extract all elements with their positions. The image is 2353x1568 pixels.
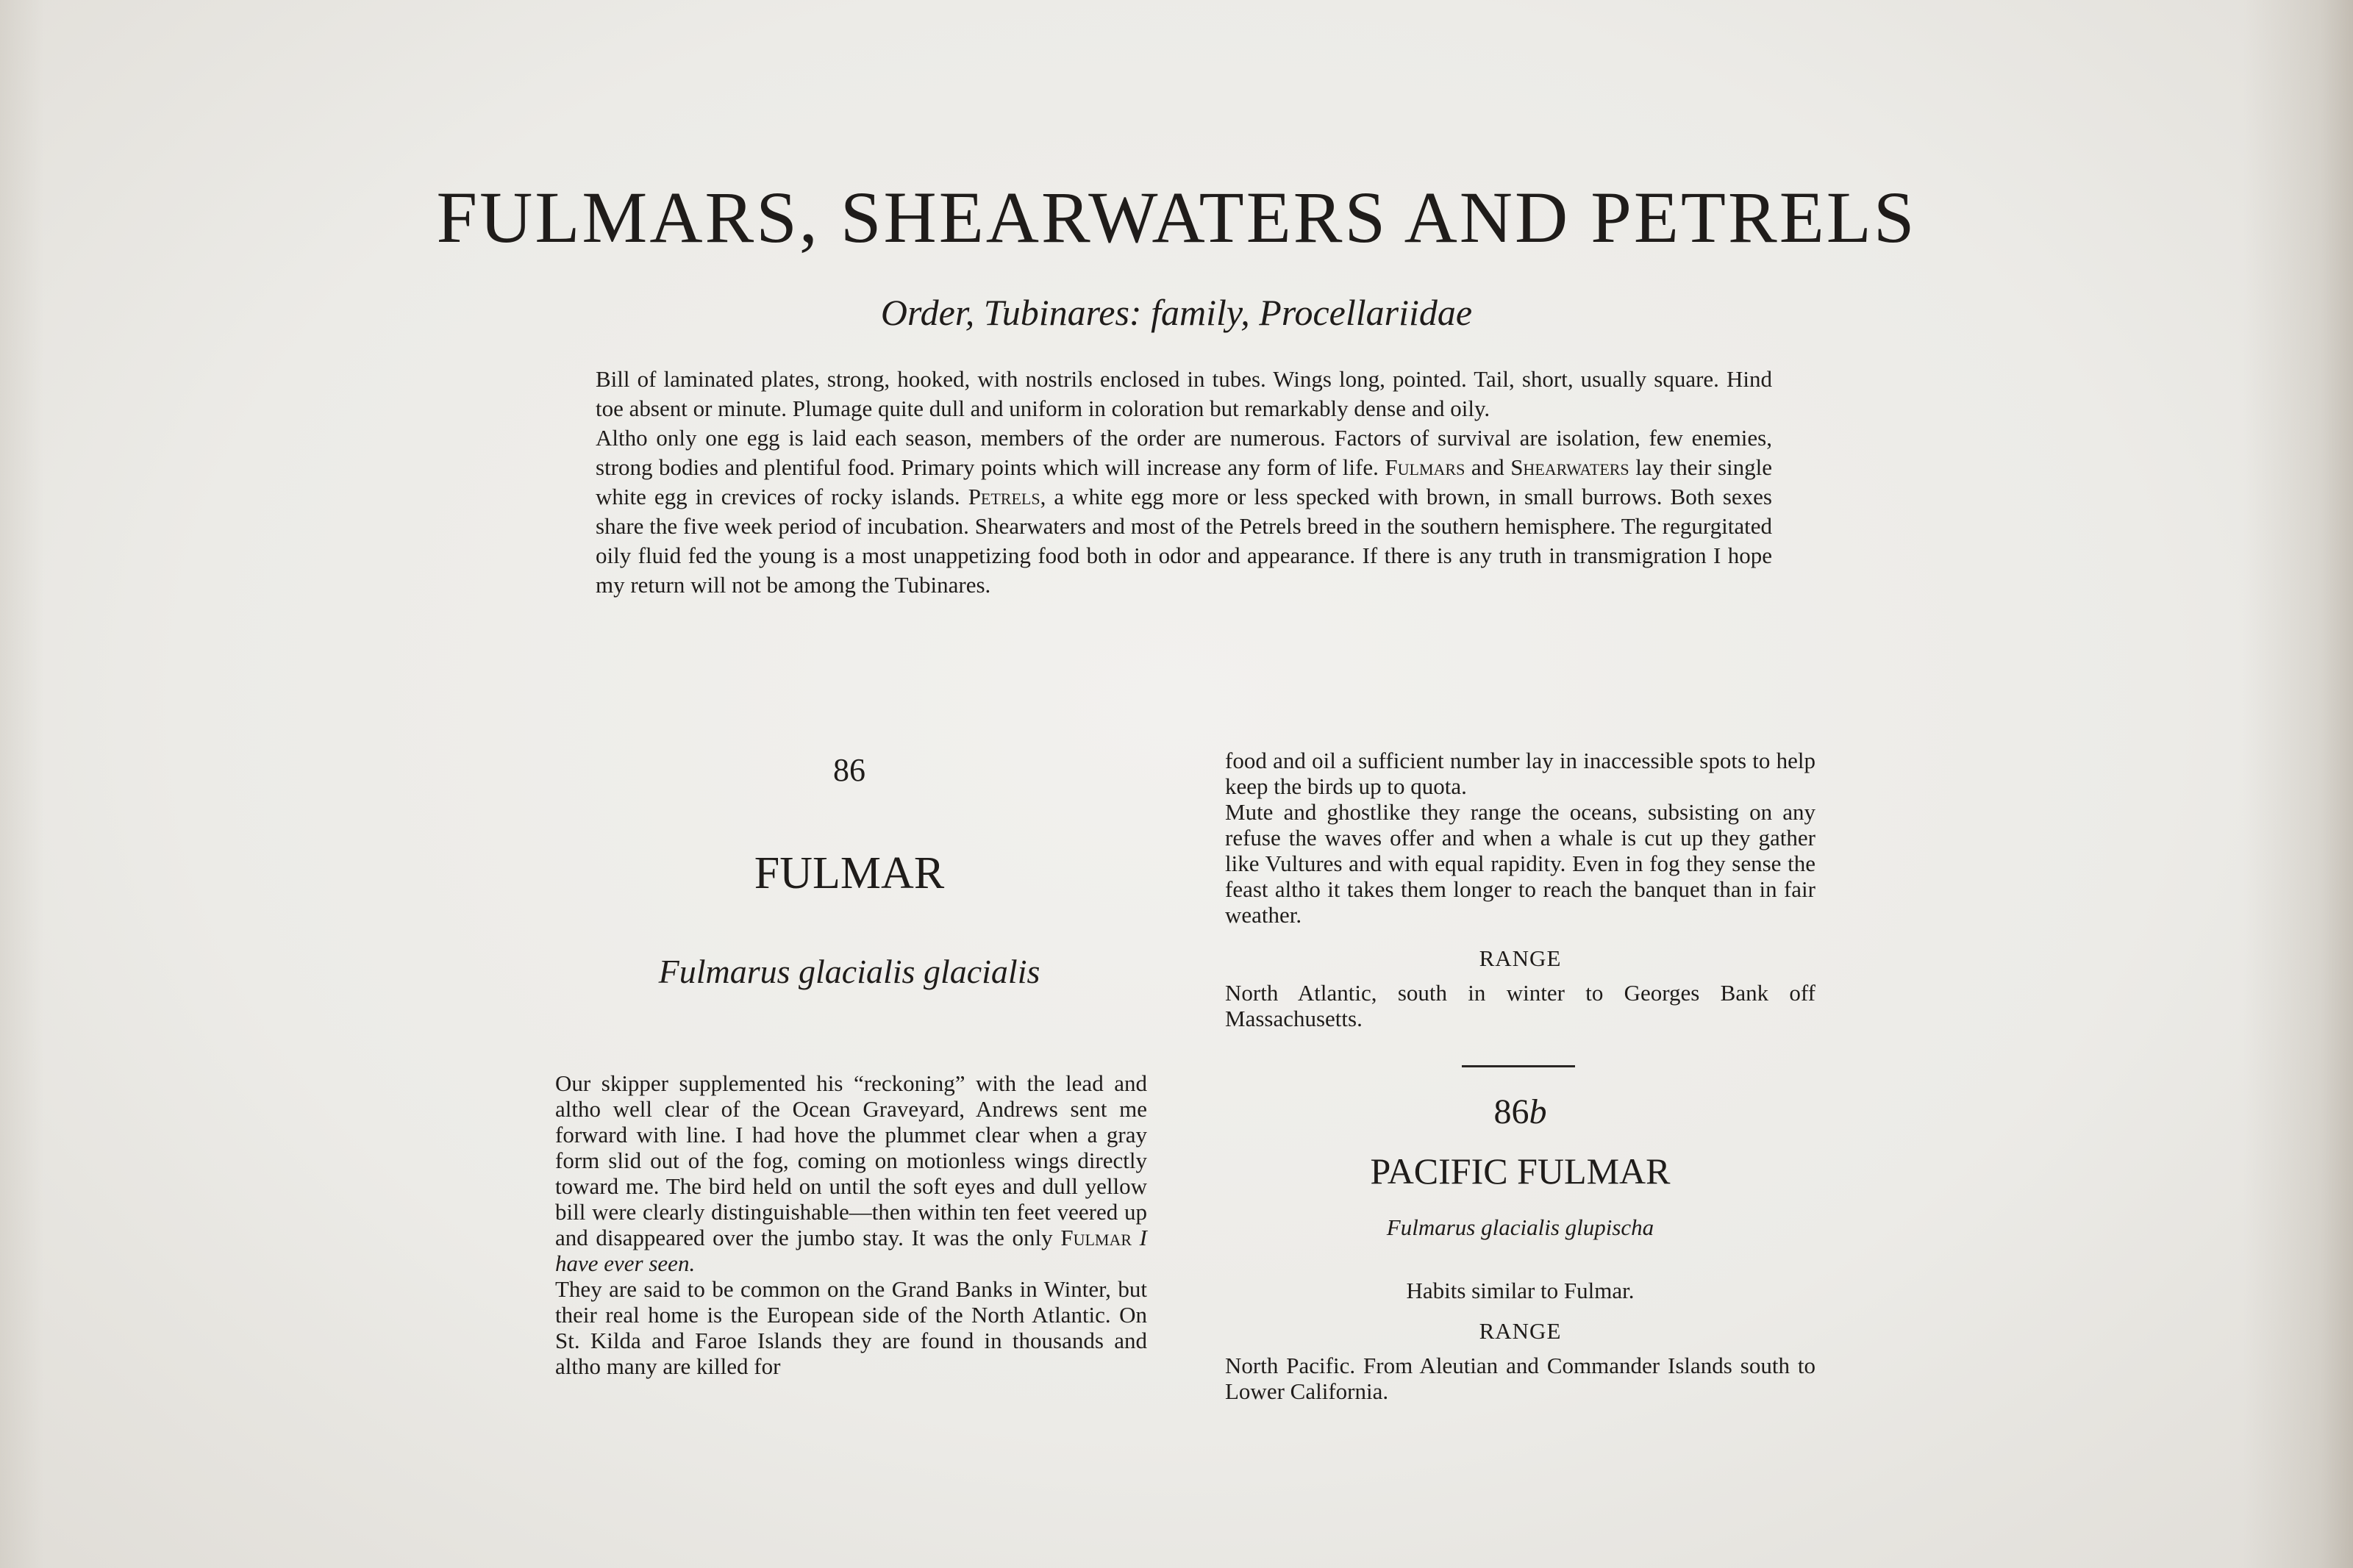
- scientific-name-pacific-fulmar: Fulmarus glacialis glupischa: [1386, 1214, 1654, 1240]
- section-divider: [1462, 1065, 1575, 1067]
- fulmar-paragraph-continued: food and oil a sufficient number lay in inaccessible spots to help keep the birds up to quota.: [1225, 748, 1815, 799]
- range-text-fulmar: [1225, 980, 1815, 1031]
- small-caps-petrels: Petrels: [968, 484, 1040, 509]
- fulmar-description-continued: [1225, 748, 1815, 928]
- intro-text-run: Altho only one egg is laid each season, members of the order are numerous. Factors of survival are isolation, few enemies, strong bodies and plentiful food. Primary points which will increase any form of life.: [596, 425, 1772, 480]
- intro-paragraph-1: Bill of laminated plates, strong, hooked, with nostrils enclosed in tubes. Wings long, pointed. Tail, short, usually square. Hind toe absent or minute. Plumage quite dull and uniform in coloration but remarkably dense and oily.: [596, 366, 1772, 421]
- habits-note: Habits similar to Fulmar.: [1406, 1278, 1635, 1303]
- species-number-digits: 86: [1493, 1092, 1529, 1131]
- intro-text-run: and: [1465, 454, 1511, 480]
- fulmar-text-run: Our skipper supplemented his “reckoning” with the lead and altho well clear of the Ocean Graveyard, Andrews sent me forward with line. I had hove the plummet clear when a gray form slid out of the fog, coming on motionless wings directly toward me. The bird held on until the soft eyes and dull yellow bill were clearly distinguishable—then within ten feet veered up and disappeared over the jumbo stay. It was the only: [555, 1070, 1147, 1250]
- species-number-pacific-fulmar: [1225, 1089, 1815, 1136]
- fulmar-paragraph-1: [555, 1070, 1147, 1276]
- fulmar-description: [555, 1070, 1147, 1379]
- small-caps-fulmars: Fulmars: [1385, 454, 1465, 480]
- scientific-name-fulmar: Fulmarus glacialis glacialis: [658, 953, 1040, 990]
- small-caps-shearwaters: Shearwaters: [1510, 454, 1629, 480]
- intro-text: [596, 365, 1772, 600]
- range-paragraph-pacific-fulmar: North Pacific. From Aleutian and Commander Islands south to Lower California.: [1225, 1353, 1815, 1404]
- page-subtitle: Order, Tubinares: family, Procellariidae: [880, 292, 1473, 333]
- range-text-pacific-fulmar: [1225, 1353, 1815, 1404]
- page-title: FULMARS, SHEARWATERS AND PETRELS: [436, 176, 1917, 258]
- fulmar-paragraph-2: They are said to be common on the Grand Banks in Winter, but their real home is the European side of the North Atlantic. On St. Kilda and Faroe Islands they are found in thousands and altho many are killed for: [555, 1276, 1147, 1379]
- species-number-suffix: b: [1529, 1092, 1547, 1131]
- species-number-fulmar: 86: [833, 752, 865, 788]
- small-caps-fulmar: Fulmar: [1060, 1225, 1132, 1250]
- species-heading-pacific-fulmar: PACIFIC FULMAR: [1370, 1150, 1671, 1192]
- intro-text-run: , a white egg more or less specked with brown, in small burrows. Both sexes share the five week period of incubation. Shearwaters and most of the Petrels breed in the southern hemisphere. The regurgitated oily fluid fed the young is a most unappetizing food both in odor and appearance. If there is any truth in transmigration I hope my return will not be among the Tubinares.: [596, 484, 1772, 598]
- fulmar-paragraph-3: Mute and ghostlike they range the oceans, subsisting on any refuse the waves offer and when a whale is cut up they gather like Vultures and with equal rapidity. Even in fog they sense the feast altho it takes them longer to reach the banquet than in fair weather.: [1225, 799, 1815, 928]
- intro-text-run: lay their single white egg in crevices of rocky islands.: [596, 454, 1773, 509]
- intro-paragraph-2: [596, 423, 1772, 600]
- species-heading-fulmar: FULMAR: [754, 848, 945, 898]
- range-paragraph-fulmar: North Atlantic, south in winter to Georges Bank off Massachusetts.: [1225, 980, 1815, 1031]
- range-heading-pacific-fulmar: RANGE: [1479, 1318, 1562, 1344]
- italic-text: I have ever seen.: [555, 1225, 1148, 1276]
- range-heading-fulmar: RANGE: [1479, 945, 1562, 971]
